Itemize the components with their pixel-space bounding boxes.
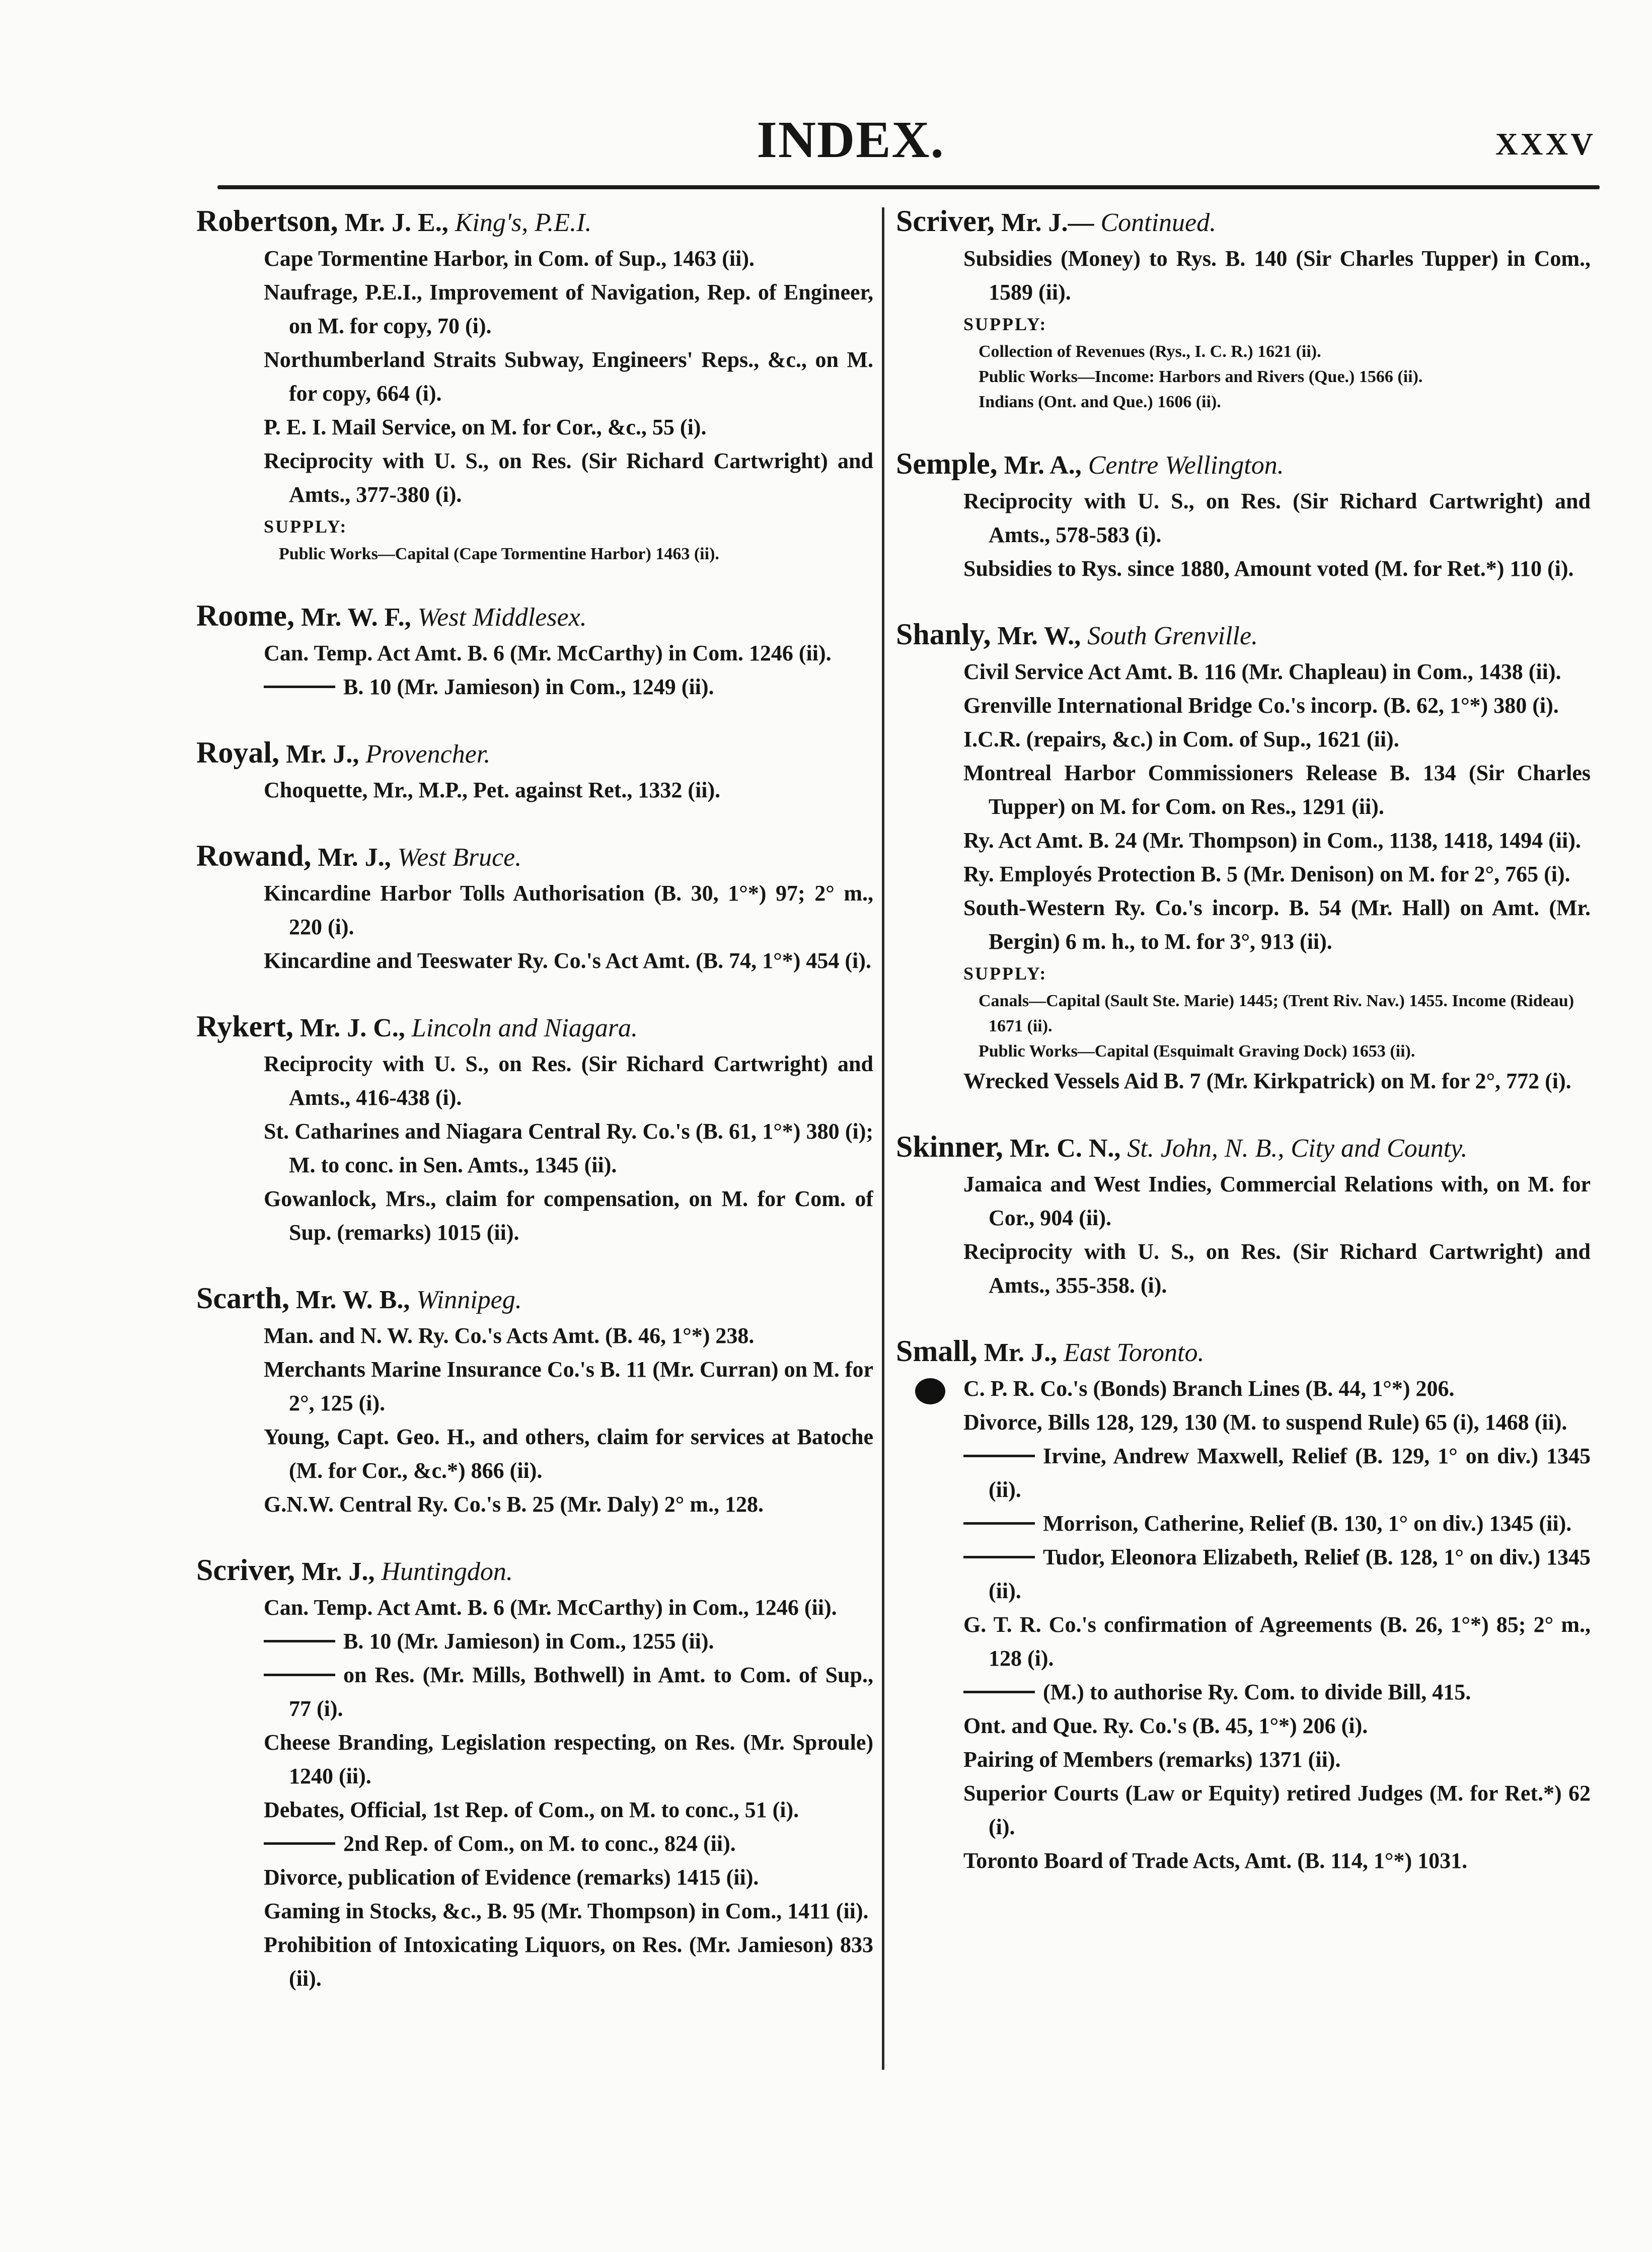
member-title: Mr. J., — [302, 1557, 375, 1586]
member-surname: Robertson, — [196, 204, 338, 238]
index-subentry — [896, 823, 1591, 857]
index-subentry — [196, 1658, 873, 1725]
constituency: West Middlesex. — [417, 603, 587, 632]
index-entry — [896, 202, 1591, 415]
index-subentry — [896, 1709, 1591, 1743]
entry-heading — [896, 1128, 1591, 1167]
subentry-text: Reciprocity with U. S., on Res. (Sir Richard Cartwright) and Amts., 355-358. (i). — [963, 1239, 1591, 1298]
index-subentry — [196, 944, 873, 978]
index-subentry — [196, 444, 873, 511]
entry-heading — [896, 202, 1591, 242]
index-entry — [896, 445, 1591, 585]
subentry-text: B. 10 (Mr. Jamieson) in Com., 1255 (ii). — [343, 1629, 714, 1654]
index-subentry — [896, 1405, 1591, 1439]
ditto-dash — [963, 1691, 1035, 1693]
index-entry — [196, 734, 873, 807]
subentry-text: Pairing of Members (remarks) 1371 (ii). — [963, 1747, 1341, 1772]
subentry-text: Man. and N. W. Ry. Co.'s Acts Amt. (B. 46, 1°*) 238. — [264, 1323, 755, 1348]
member-title: Mr. W. B., — [295, 1286, 410, 1314]
subentry-text: Subsidies (Money) to Rys. B. 140 (Sir Charles Tupper) in Com., 1589 (ii). — [963, 246, 1591, 305]
entry-heading — [196, 597, 873, 636]
index-entry — [196, 1280, 873, 1521]
constituency: Continued. — [1100, 208, 1217, 237]
member-surname: Semple, — [896, 447, 998, 480]
ditto-dash — [963, 1455, 1035, 1457]
member-surname: Roome, — [196, 599, 294, 632]
index-subentry — [196, 275, 873, 343]
subentry-text: Merchants Marine Insurance Co.'s B. 11 (Mr. Curran) on M. for 2°, 125 (i). — [264, 1357, 873, 1415]
subentry-text: Jamaica and West Indies, Commercial Relations with, on M. for Cor., 904 (ii). — [963, 1172, 1591, 1230]
running-title: INDEX. — [757, 111, 945, 169]
index-subentry — [896, 1167, 1591, 1235]
subentry-text: South-Western Ry. Co.'s incorp. B. 54 (Mr. Hall) on Amt. (Mr. Bergin) 6 m. h., to M. for 3°, 913 (ii). — [963, 895, 1591, 954]
column-divider — [882, 207, 884, 2070]
subentry-text: Morrison, Catherine, Relief (B. 130, 1° on div.) 1345 (ii). — [1043, 1511, 1572, 1536]
entry-heading — [196, 734, 873, 773]
index-subentry — [196, 1725, 873, 1793]
constituency: King's, P.E.I. — [455, 208, 592, 237]
supply-item: Indians (Ont. and Que.) 1606 (ii). — [979, 393, 1221, 411]
constituency: Provencher. — [365, 740, 491, 769]
subentry-text: Ry. Employés Protection B. 5 (Mr. Denison) on M. for 2°, 765 (i). — [963, 862, 1570, 886]
subentry-text: Cape Tormentine Harbor, in Com. of Sup., 1463 (ii). — [264, 246, 755, 271]
subentry-text: Divorce, publication of Evidence (remarks) 1415 (ii). — [264, 1865, 759, 1890]
subentry-text: Reciprocity with U. S., on Res. (Sir Richard Cartwright) and Amts., 377-380 (i). — [264, 448, 873, 507]
constituency: Lincoln and Niagara. — [411, 1014, 638, 1042]
index-entry — [896, 616, 1591, 1098]
member-surname: Scarth, — [196, 1282, 289, 1315]
index-subentry — [896, 242, 1591, 309]
subentry-text: Northumberland Straits Subway, Engineers' Reps., &c., on M. for copy, 664 (i). — [264, 347, 873, 406]
ditto-dash — [963, 1522, 1035, 1525]
subentry-text: 2nd Rep. of Com., on M. to conc., 824 (ii). — [343, 1831, 736, 1856]
member-surname: Scriver, — [896, 204, 995, 238]
member-surname: Scriver, — [196, 1553, 295, 1587]
member-title: Mr. J. C., — [299, 1014, 405, 1042]
index-entry — [196, 1008, 873, 1249]
subentry-text: Choquette, Mr., M.P., Pet. against Ret., 1332 (ii). — [264, 778, 721, 802]
subentry-text: Kincardine and Teeswater Ry. Co.'s Act Amt. (B. 74, 1°*) 454 (i). — [264, 948, 871, 973]
index-subentry — [196, 1319, 873, 1353]
index-subentry — [896, 722, 1591, 756]
right-column — [896, 202, 1591, 2065]
ditto-dash — [264, 1640, 335, 1642]
subentry-text: Toronto Board of Trade Acts, Amt. (B. 114, 1°*) 1031. — [963, 1848, 1468, 1873]
subentry-text: St. Catharines and Niagara Central Ry. Co.'s (B. 61, 1°*) 380 (i); M. to conc. in Sen. Amts., 1345 (ii). — [264, 1119, 873, 1177]
index-subentry — [196, 242, 873, 275]
index-entry — [196, 837, 873, 978]
ditto-dash — [264, 1674, 335, 1676]
supply-label: SUPPLY: — [963, 963, 1047, 984]
supply-label: SUPPLY: — [264, 516, 348, 537]
subentry-text: Superior Courts (Law or Equity) retired Judges (M. for Ret.*) 62 (i). — [963, 1781, 1591, 1839]
index-subentry — [896, 655, 1591, 689]
index-subentry — [196, 1894, 873, 1928]
member-surname: Skinner, — [896, 1130, 1003, 1163]
subentry-text: Prohibition of Intoxicating Liquors, on Res. (Mr. Jamieson) 833 (ii). — [264, 1932, 873, 1991]
constituency: St. John, N. B., City and County. — [1127, 1134, 1468, 1163]
subentry-text: Gowanlock, Mrs., claim for compensation, on M. for Com. of Sup. (remarks) 1015 (ii). — [264, 1186, 873, 1245]
index-subentry — [196, 1420, 873, 1487]
index-subentry — [896, 484, 1591, 552]
subentry-text: Subsidies to Rys. since 1880, Amount voted (M. for Ret.*) 110 (i). — [963, 556, 1574, 581]
subentry-text: Grenville International Bridge Co.'s incorp. (B. 62, 1°*) 380 (i). — [963, 693, 1559, 718]
subentry-text: Debates, Official, 1st Rep. of Com., on M. to conc., 51 (i). — [264, 1797, 799, 1822]
subentry-text: Naufrage, P.E.I., Improvement of Navigation, Rep. of Engineer, on M. for copy, 70 (i). — [264, 280, 873, 338]
supply-item: Collection of Revenues (Rys., I. C. R.) 1621 (ii). — [979, 342, 1321, 361]
subentry-text: G. T. R. Co.'s confirmation of Agreements (B. 26, 1°*) 85; 2° m., 128 (i). — [963, 1612, 1591, 1671]
index-subentry — [196, 876, 873, 944]
member-title: Mr. C. N., — [1009, 1134, 1121, 1163]
subentry-text: Montreal Harbor Commissioners Release B. 134 (Sir Charles Tupper) on M. for Com. on Res., 1291 (ii). — [963, 761, 1591, 819]
subentry-text: Young, Capt. Geo. H., and others, claim for services at Batoche (M. for Cor., &c.*) 866 (ii). — [264, 1424, 873, 1483]
index-subentry — [196, 1591, 873, 1624]
index-subentry — [196, 1487, 873, 1521]
supply-label: SUPPLY: — [963, 314, 1047, 334]
index-subentry — [196, 670, 873, 704]
entry-heading — [196, 202, 873, 242]
index-subentry — [896, 1743, 1591, 1776]
supply-item: Public Works—Income: Harbors and Rivers (Que.) 1566 (ii). — [979, 367, 1423, 386]
subentry-text: P. E. I. Mail Service, on M. for Cor., &c., 55 (i). — [264, 415, 707, 439]
subentry-text: B. 10 (Mr. Jamieson) in Com., 1249 (ii). — [343, 674, 714, 699]
member-title: Mr. J. E., — [344, 208, 448, 237]
entry-heading — [196, 837, 873, 876]
entry-heading — [896, 616, 1591, 655]
index-subentry — [896, 857, 1591, 891]
subentry-text: Wrecked Vessels Aid B. 7 (Mr. Kirkpatrick) on M. for 2°, 772 (i). — [963, 1069, 1571, 1093]
index-subentry — [196, 1624, 873, 1658]
ditto-dash — [963, 1556, 1035, 1558]
member-surname: Shanly, — [896, 618, 991, 651]
constituency: Huntingdon. — [381, 1557, 513, 1586]
subentry-text: Can. Temp. Act Amt. B. 6 (Mr. McCarthy) in Com., 1246 (ii). — [264, 1595, 837, 1620]
constituency: Winnipeg. — [416, 1286, 522, 1314]
member-title: Mr. J., — [318, 843, 391, 872]
subentry-text: Civil Service Act Amt. B. 116 (Mr. Chapleau) in Com., 1438 (ii). — [963, 659, 1561, 684]
supply-item: Public Works—Capital (Esquimalt Graving Dock) 1653 (ii). — [979, 1042, 1415, 1061]
index-subentry — [896, 1844, 1591, 1878]
subentry-text: Divorce, Bills 128, 129, 130 (M. to suspend Rule) 65 (i), 1468 (ii). — [963, 1410, 1567, 1435]
index-entry — [196, 1551, 873, 1995]
header-rule — [217, 185, 1600, 189]
subentry-text: Gaming in Stocks, &c., B. 95 (Mr. Thompson) in Com., 1411 (ii). — [264, 1899, 869, 1923]
subentry-text: (M.) to authorise Ry. Com. to divide Bill, 415. — [1043, 1680, 1471, 1704]
member-title: Mr. A., — [1004, 451, 1082, 480]
subentry-text: on Res. (Mr. Mills, Bothwell) in Amt. to Com. of Sup., 77 (i). — [289, 1663, 873, 1721]
member-title: Mr. J., — [286, 740, 359, 769]
ditto-dash — [264, 1842, 335, 1845]
left-column — [196, 202, 873, 2065]
subentry-text: Cheese Branding, Legislation respecting, on Res. (Mr. Sproule) 1240 (ii). — [264, 1730, 873, 1788]
entry-heading — [196, 1008, 873, 1047]
supply-item: Canals—Capital (Sault Ste. Marie) 1445; (Trent Riv. Nav.) 1455. Income (Rideau) 1671 (ii). — [979, 992, 1574, 1035]
subentry-text: Ont. and Que. Ry. Co.'s (B. 45, 1°*) 206 (i). — [963, 1713, 1368, 1738]
index-subentry — [896, 891, 1591, 958]
index-subentry — [896, 756, 1591, 823]
index-subentry — [196, 1793, 873, 1827]
index-subentry — [896, 1507, 1591, 1540]
index-subentry — [196, 1928, 873, 1995]
page-number: XXXV — [1495, 127, 1596, 162]
index-entry — [196, 202, 873, 567]
index-subentry — [196, 1047, 873, 1114]
constituency: Centre Wellington. — [1088, 451, 1284, 480]
index-subentry — [196, 1860, 873, 1894]
member-surname: Small, — [896, 1334, 978, 1368]
index-subentry — [196, 1182, 873, 1249]
subentry-text: Tudor, Eleonora Elizabeth, Relief (B. 128, 1° on div.) 1345 (ii). — [989, 1545, 1591, 1603]
subentry-text: I.C.R. (repairs, &c.) in Com. of Sup., 1621 (ii). — [963, 727, 1399, 752]
subentry-text: G.N.W. Central Ry. Co.'s B. 25 (Mr. Daly) 2° m., 128. — [264, 1492, 764, 1517]
index-subentry — [896, 1064, 1591, 1098]
subentry-text: C. P. R. Co.'s (Bonds) Branch Lines (B. 44, 1°*) 206. — [963, 1376, 1455, 1401]
member-title: Mr. J.— — [1001, 208, 1094, 237]
entry-heading — [196, 1551, 873, 1591]
index-subentry — [896, 1439, 1591, 1507]
index-subentry — [896, 1608, 1591, 1675]
subentry-text: Reciprocity with U. S., on Res. (Sir Richard Cartwright) and Amts., 578-583 (i). — [963, 489, 1591, 547]
index-subentry — [896, 1372, 1591, 1405]
constituency: West Bruce. — [397, 843, 522, 872]
member-title: Mr. J., — [984, 1338, 1058, 1367]
index-subentry — [196, 410, 873, 444]
ditto-dash — [264, 686, 335, 688]
constituency: East Toronto. — [1064, 1338, 1205, 1367]
entry-heading — [896, 1332, 1591, 1372]
index-subentry — [896, 552, 1591, 585]
member-surname: Rykert, — [196, 1010, 293, 1043]
member-surname: Rowand, — [196, 839, 312, 872]
entry-heading — [896, 445, 1591, 484]
index-entry — [896, 1332, 1591, 1878]
index-subentry — [196, 1827, 873, 1860]
constituency: South Grenville. — [1087, 622, 1258, 650]
member-surname: Royal, — [196, 736, 279, 769]
index-subentry — [196, 773, 873, 807]
index-subentry — [896, 1235, 1591, 1302]
index-entry — [196, 597, 873, 704]
entry-heading — [196, 1280, 873, 1319]
index-subentry — [196, 1114, 873, 1182]
subentry-text: Ry. Act Amt. B. 24 (Mr. Thompson) in Com., 1138, 1418, 1494 (ii). — [963, 828, 1581, 853]
subentry-text: Kincardine Harbor Tolls Authorisation (B. 30, 1°*) 97; 2° m., 220 (i). — [264, 881, 873, 939]
index-subentry — [196, 343, 873, 410]
subentry-text: Reciprocity with U. S., on Res. (Sir Richard Cartwright) and Amts., 416-438 (i). — [264, 1052, 873, 1110]
index-subentry — [196, 1353, 873, 1420]
index-subentry — [896, 1776, 1591, 1844]
index-entry — [896, 1128, 1591, 1302]
index-subentry — [896, 1540, 1591, 1608]
index-subentry — [896, 689, 1591, 722]
index-subentry — [896, 1675, 1591, 1709]
subentry-text: Can. Temp. Act Amt. B. 6 (Mr. McCarthy) in Com. 1246 (ii). — [264, 641, 832, 665]
member-title: Mr. W., — [997, 622, 1081, 650]
supply-item: Public Works—Capital (Cape Tormentine Harbor) 1463 (ii). — [279, 545, 719, 563]
member-title: Mr. W. F., — [301, 603, 411, 632]
index-subentry — [196, 636, 873, 670]
subentry-text: Irvine, Andrew Maxwell, Relief (B. 129, 1° on div.) 1345 (ii). — [989, 1444, 1591, 1502]
